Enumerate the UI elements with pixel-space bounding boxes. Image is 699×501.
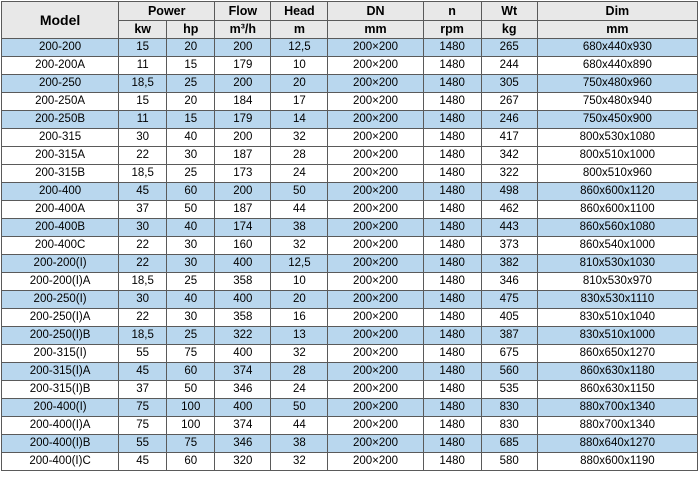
cell-dn: 200×200 — [328, 237, 423, 255]
cell-dim: 880x700x1340 — [537, 399, 697, 417]
cell-wt: 382 — [481, 255, 537, 273]
cell-hp: 30 — [167, 309, 215, 327]
cell-n: 1480 — [423, 75, 481, 93]
cell-wt: 685 — [481, 435, 537, 453]
cell-n: 1480 — [423, 201, 481, 219]
cell-dim: 800x510x960 — [537, 165, 697, 183]
cell-n: 1480 — [423, 147, 481, 165]
table-row — [2, 201, 698, 219]
cell-hp: 50 — [167, 201, 215, 219]
table-row — [2, 237, 698, 255]
cell-hp: 30 — [167, 147, 215, 165]
cell-flow: 346 — [215, 381, 271, 399]
unit-header-n: rpm — [423, 21, 481, 39]
unit-header-kw: kw — [119, 21, 167, 39]
cell-flow: 400 — [215, 255, 271, 273]
cell-dim: 680x440x890 — [537, 57, 697, 75]
cell-wt: 475 — [481, 291, 537, 309]
table-row — [2, 93, 698, 111]
cell-kw: 15 — [119, 39, 167, 57]
cell-head: 28 — [271, 363, 328, 381]
cell-dim: 860x600x1100 — [537, 201, 697, 219]
cell-kw: 22 — [119, 237, 167, 255]
cell-model: 200-315(I) — [2, 345, 119, 363]
cell-dim: 860x600x1120 — [537, 183, 697, 201]
cell-dim: 860x630x1180 — [537, 363, 697, 381]
column-header-n: n — [423, 2, 481, 21]
cell-dn: 200×200 — [328, 381, 423, 399]
cell-kw: 22 — [119, 147, 167, 165]
cell-hp: 25 — [167, 327, 215, 345]
cell-kw: 37 — [119, 381, 167, 399]
cell-dn: 200×200 — [328, 255, 423, 273]
cell-dn: 200×200 — [328, 363, 423, 381]
column-header-dim: Dim — [537, 2, 697, 21]
table-row — [2, 345, 698, 363]
unit-header-wt: kg — [481, 21, 537, 39]
cell-flow: 184 — [215, 93, 271, 111]
cell-dim: 750x450x900 — [537, 111, 697, 129]
cell-wt: 560 — [481, 363, 537, 381]
column-header-model: Model — [2, 2, 119, 39]
table-row — [2, 219, 698, 237]
cell-model: 200-400A — [2, 201, 119, 219]
cell-flow: 179 — [215, 57, 271, 75]
cell-model: 200-400(I)B — [2, 435, 119, 453]
unit-header-flow: m³/h — [215, 21, 271, 39]
cell-flow: 173 — [215, 165, 271, 183]
cell-model: 200-400 — [2, 183, 119, 201]
cell-hp: 25 — [167, 273, 215, 291]
cell-head: 44 — [271, 417, 328, 435]
table-row — [2, 363, 698, 381]
cell-kw: 30 — [119, 129, 167, 147]
cell-dim: 880x600x1190 — [537, 453, 697, 471]
cell-n: 1480 — [423, 363, 481, 381]
cell-model: 200-315(I)A — [2, 363, 119, 381]
cell-head: 20 — [271, 291, 328, 309]
cell-hp: 30 — [167, 237, 215, 255]
cell-head: 17 — [271, 93, 328, 111]
cell-flow: 400 — [215, 345, 271, 363]
cell-wt: 830 — [481, 417, 537, 435]
table-row — [2, 147, 698, 165]
cell-kw: 30 — [119, 219, 167, 237]
cell-head: 10 — [271, 57, 328, 75]
cell-dn: 200×200 — [328, 75, 423, 93]
cell-model: 200-315A — [2, 147, 119, 165]
cell-flow: 174 — [215, 219, 271, 237]
cell-hp: 75 — [167, 345, 215, 363]
cell-head: 14 — [271, 111, 328, 129]
column-header-wt: Wt — [481, 2, 537, 21]
column-header-head: Head — [271, 2, 328, 21]
cell-n: 1480 — [423, 57, 481, 75]
cell-wt: 498 — [481, 183, 537, 201]
cell-dn: 200×200 — [328, 309, 423, 327]
cell-wt: 830 — [481, 399, 537, 417]
cell-model: 200-315B — [2, 165, 119, 183]
cell-n: 1480 — [423, 183, 481, 201]
cell-dn: 200×200 — [328, 165, 423, 183]
unit-header-dim: mm — [537, 21, 697, 39]
cell-flow: 200 — [215, 75, 271, 93]
table-row — [2, 57, 698, 75]
cell-head: 10 — [271, 273, 328, 291]
cell-model: 200-400(I)A — [2, 417, 119, 435]
cell-head: 32 — [271, 129, 328, 147]
cell-dim: 880x640x1270 — [537, 435, 697, 453]
cell-model: 200-250B — [2, 111, 119, 129]
cell-dn: 200×200 — [328, 417, 423, 435]
table-row — [2, 435, 698, 453]
cell-kw: 18,5 — [119, 165, 167, 183]
cell-dn: 200×200 — [328, 345, 423, 363]
cell-head: 24 — [271, 381, 328, 399]
cell-model: 200-315 — [2, 129, 119, 147]
cell-head: 38 — [271, 435, 328, 453]
cell-dn: 200×200 — [328, 219, 423, 237]
cell-flow: 400 — [215, 399, 271, 417]
cell-dn: 200×200 — [328, 111, 423, 129]
cell-dim: 880x700x1340 — [537, 417, 697, 435]
table-row — [2, 309, 698, 327]
cell-wt: 462 — [481, 201, 537, 219]
cell-wt: 246 — [481, 111, 537, 129]
unit-header-hp: hp — [167, 21, 215, 39]
cell-dim: 830x510x1000 — [537, 327, 697, 345]
cell-flow: 374 — [215, 363, 271, 381]
cell-hp: 30 — [167, 255, 215, 273]
column-header-power: Power — [119, 2, 215, 21]
cell-kw: 45 — [119, 363, 167, 381]
cell-dim: 750x480x940 — [537, 93, 697, 111]
unit-header-dn: mm — [328, 21, 423, 39]
cell-n: 1480 — [423, 435, 481, 453]
cell-dn: 200×200 — [328, 273, 423, 291]
cell-n: 1480 — [423, 219, 481, 237]
cell-n: 1480 — [423, 345, 481, 363]
cell-wt: 405 — [481, 309, 537, 327]
cell-hp: 75 — [167, 435, 215, 453]
cell-hp: 40 — [167, 129, 215, 147]
column-header-dn: DN — [328, 2, 423, 21]
cell-model: 200-400(I)C — [2, 453, 119, 471]
cell-wt: 417 — [481, 129, 537, 147]
cell-dn: 200×200 — [328, 399, 423, 417]
cell-hp: 100 — [167, 417, 215, 435]
table-row — [2, 417, 698, 435]
cell-flow: 400 — [215, 291, 271, 309]
cell-head: 50 — [271, 399, 328, 417]
cell-n: 1480 — [423, 129, 481, 147]
cell-dim: 860x630x1150 — [537, 381, 697, 399]
cell-dn: 200×200 — [328, 453, 423, 471]
cell-dim: 860x650x1270 — [537, 345, 697, 363]
cell-kw: 18,5 — [119, 273, 167, 291]
pump-specifications-table — [1, 1, 698, 471]
cell-dim: 810x530x1030 — [537, 255, 697, 273]
cell-kw: 22 — [119, 255, 167, 273]
cell-kw: 30 — [119, 291, 167, 309]
cell-dn: 200×200 — [328, 435, 423, 453]
cell-n: 1480 — [423, 291, 481, 309]
cell-model: 200-200A — [2, 57, 119, 75]
cell-model: 200-250A — [2, 93, 119, 111]
cell-kw: 37 — [119, 201, 167, 219]
cell-model: 200-400B — [2, 219, 119, 237]
cell-hp: 40 — [167, 291, 215, 309]
cell-wt: 342 — [481, 147, 537, 165]
cell-flow: 320 — [215, 453, 271, 471]
cell-n: 1480 — [423, 39, 481, 57]
cell-head: 38 — [271, 219, 328, 237]
cell-kw: 75 — [119, 399, 167, 417]
table-header — [2, 2, 698, 39]
cell-dim: 680x440x930 — [537, 39, 697, 57]
cell-n: 1480 — [423, 327, 481, 345]
table-row — [2, 399, 698, 417]
cell-flow: 200 — [215, 39, 271, 57]
cell-hp: 100 — [167, 399, 215, 417]
cell-model: 200-200 — [2, 39, 119, 57]
cell-head: 16 — [271, 309, 328, 327]
cell-model: 200-250(I)A — [2, 309, 119, 327]
cell-n: 1480 — [423, 453, 481, 471]
cell-hp: 15 — [167, 57, 215, 75]
cell-kw: 15 — [119, 93, 167, 111]
cell-kw: 45 — [119, 453, 167, 471]
cell-dim: 800x510x1000 — [537, 147, 697, 165]
cell-hp: 60 — [167, 183, 215, 201]
cell-n: 1480 — [423, 93, 481, 111]
table-row — [2, 291, 698, 309]
table-row — [2, 75, 698, 93]
cell-n: 1480 — [423, 255, 481, 273]
cell-hp: 20 — [167, 39, 215, 57]
cell-wt: 580 — [481, 453, 537, 471]
cell-kw: 75 — [119, 417, 167, 435]
cell-kw: 55 — [119, 435, 167, 453]
cell-model: 200-400C — [2, 237, 119, 255]
cell-dn: 200×200 — [328, 201, 423, 219]
cell-dn: 200×200 — [328, 93, 423, 111]
cell-kw: 18,5 — [119, 327, 167, 345]
cell-kw: 11 — [119, 111, 167, 129]
cell-flow: 358 — [215, 309, 271, 327]
cell-model: 200-250(I) — [2, 291, 119, 309]
cell-hp: 50 — [167, 381, 215, 399]
cell-head: 50 — [271, 183, 328, 201]
cell-wt: 265 — [481, 39, 537, 57]
cell-head: 13 — [271, 327, 328, 345]
cell-dn: 200×200 — [328, 147, 423, 165]
cell-flow: 322 — [215, 327, 271, 345]
cell-wt: 535 — [481, 381, 537, 399]
cell-wt: 267 — [481, 93, 537, 111]
cell-dn: 200×200 — [328, 183, 423, 201]
cell-n: 1480 — [423, 309, 481, 327]
unit-header-head: m — [271, 21, 328, 39]
cell-wt: 675 — [481, 345, 537, 363]
cell-dim: 800x530x1080 — [537, 129, 697, 147]
table-row — [2, 129, 698, 147]
cell-flow: 160 — [215, 237, 271, 255]
cell-kw: 18,5 — [119, 75, 167, 93]
cell-dn: 200×200 — [328, 327, 423, 345]
cell-dim: 830x530x1110 — [537, 291, 697, 309]
cell-head: 12,5 — [271, 39, 328, 57]
cell-model: 200-250 — [2, 75, 119, 93]
cell-hp: 20 — [167, 93, 215, 111]
cell-hp: 25 — [167, 75, 215, 93]
cell-dn: 200×200 — [328, 129, 423, 147]
cell-model: 200-200(I) — [2, 255, 119, 273]
cell-flow: 374 — [215, 417, 271, 435]
cell-kw: 55 — [119, 345, 167, 363]
column-header-flow: Flow — [215, 2, 271, 21]
cell-wt: 322 — [481, 165, 537, 183]
cell-model: 200-250(I)B — [2, 327, 119, 345]
cell-head: 32 — [271, 237, 328, 255]
cell-wt: 387 — [481, 327, 537, 345]
cell-wt: 373 — [481, 237, 537, 255]
cell-kw: 45 — [119, 183, 167, 201]
cell-flow: 187 — [215, 201, 271, 219]
table-row — [2, 255, 698, 273]
cell-n: 1480 — [423, 399, 481, 417]
cell-head: 20 — [271, 75, 328, 93]
cell-hp: 60 — [167, 453, 215, 471]
cell-wt: 346 — [481, 273, 537, 291]
cell-dn: 200×200 — [328, 291, 423, 309]
cell-n: 1480 — [423, 165, 481, 183]
cell-dim: 860x540x1000 — [537, 237, 697, 255]
table-row — [2, 327, 698, 345]
cell-model: 200-200(I)A — [2, 273, 119, 291]
cell-kw: 22 — [119, 309, 167, 327]
cell-n: 1480 — [423, 417, 481, 435]
cell-n: 1480 — [423, 237, 481, 255]
table-row — [2, 381, 698, 399]
cell-head: 28 — [271, 147, 328, 165]
cell-n: 1480 — [423, 381, 481, 399]
table-row — [2, 39, 698, 57]
cell-hp: 25 — [167, 165, 215, 183]
cell-hp: 60 — [167, 363, 215, 381]
cell-kw: 11 — [119, 57, 167, 75]
cell-flow: 200 — [215, 183, 271, 201]
cell-flow: 346 — [215, 435, 271, 453]
cell-n: 1480 — [423, 111, 481, 129]
table-row — [2, 111, 698, 129]
table-row — [2, 183, 698, 201]
cell-n: 1480 — [423, 273, 481, 291]
cell-head: 32 — [271, 345, 328, 363]
cell-wt: 305 — [481, 75, 537, 93]
cell-head: 24 — [271, 165, 328, 183]
table-row — [2, 453, 698, 471]
cell-model: 200-315(I)B — [2, 381, 119, 399]
cell-flow: 200 — [215, 129, 271, 147]
table-row — [2, 165, 698, 183]
cell-dn: 200×200 — [328, 57, 423, 75]
table-body — [2, 39, 698, 471]
cell-flow: 179 — [215, 111, 271, 129]
cell-hp: 15 — [167, 111, 215, 129]
cell-head: 12,5 — [271, 255, 328, 273]
cell-wt: 244 — [481, 57, 537, 75]
cell-dim: 810x530x970 — [537, 273, 697, 291]
cell-dim: 750x480x960 — [537, 75, 697, 93]
table-row — [2, 273, 698, 291]
cell-dim: 860x560x1080 — [537, 219, 697, 237]
cell-wt: 443 — [481, 219, 537, 237]
cell-dn: 200×200 — [328, 39, 423, 57]
cell-head: 44 — [271, 201, 328, 219]
cell-flow: 187 — [215, 147, 271, 165]
cell-head: 32 — [271, 453, 328, 471]
cell-model: 200-400(I) — [2, 399, 119, 417]
cell-dim: 830x510x1040 — [537, 309, 697, 327]
cell-hp: 40 — [167, 219, 215, 237]
cell-flow: 358 — [215, 273, 271, 291]
